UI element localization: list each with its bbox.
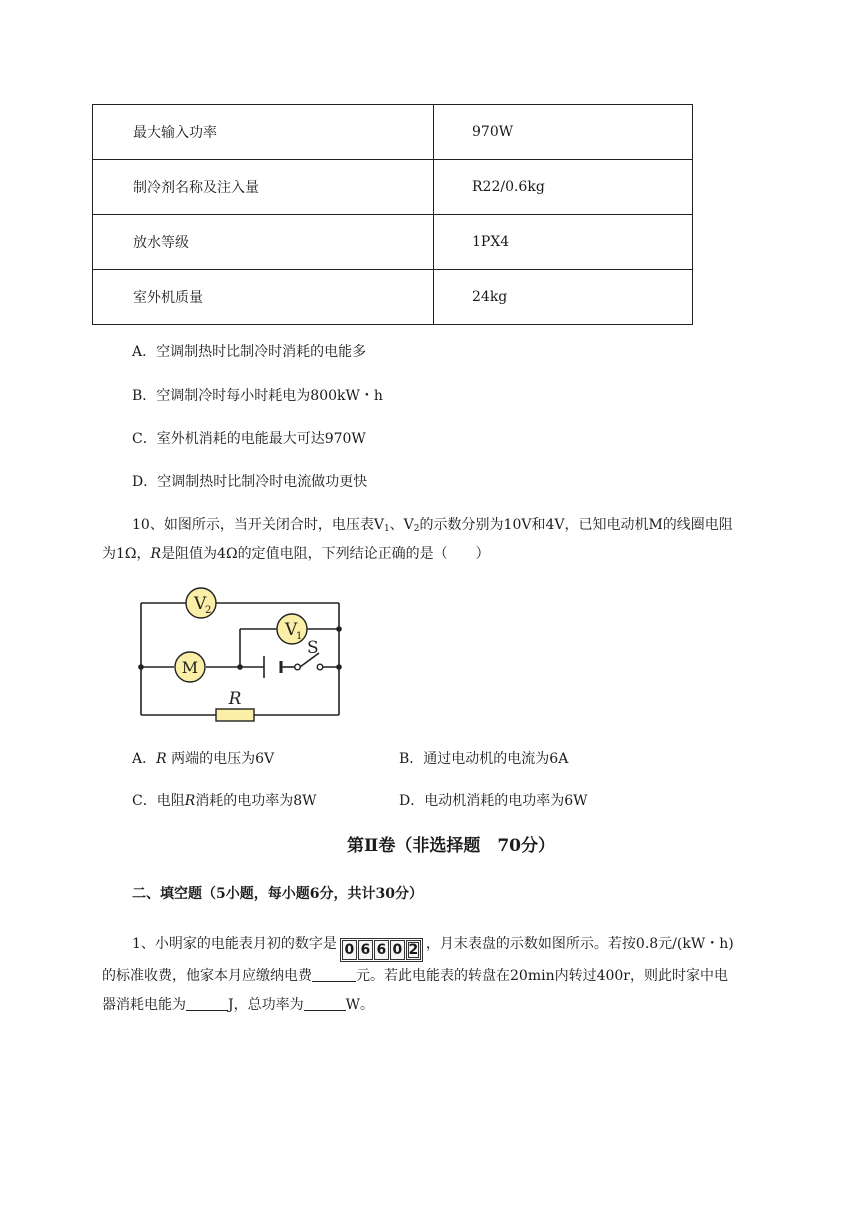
fill1-text: 器消耗电能为 <box>102 997 186 1013</box>
part2-heading: 第Ⅱ卷（非选择题 70分） <box>347 836 555 856</box>
switch-contact <box>295 664 301 670</box>
fill1-line3 <box>102 995 374 1015</box>
v2-label: V <box>194 594 207 614</box>
switch-label: S <box>307 638 319 658</box>
fill1-text: 的标准收费，他家本月应缴纳电费 <box>102 968 312 984</box>
fill1-line1 <box>132 934 734 962</box>
voltmeter-v2 <box>186 588 216 618</box>
voltmeter-v1 <box>277 614 307 644</box>
resistor-label: R <box>228 689 242 709</box>
v1-label: V <box>285 620 298 640</box>
spec-value: 24kg <box>434 270 693 325</box>
q10-stem-text: 的示数分别为10V和4V，已知电动机M的线圈电阻 <box>419 517 733 533</box>
meter-digit-decimal: 2 <box>406 940 421 960</box>
table-row <box>93 270 693 325</box>
switch-contact <box>317 664 323 670</box>
option-r-symbol: R <box>184 793 196 809</box>
q10-stem-line2 <box>102 544 490 564</box>
q10-stem-text: 为1Ω， <box>102 546 151 562</box>
fill1-text: J，总功率为 <box>228 997 304 1013</box>
answer-blank[interactable] <box>304 996 346 1011</box>
q10-option-d: D．电动机消耗的电功率为6W <box>399 793 588 809</box>
junction-dot <box>336 664 342 670</box>
option-text: 消耗的电功率为8W <box>195 793 317 809</box>
answer-blank[interactable] <box>186 996 228 1011</box>
q10-r-symbol: R <box>150 546 162 562</box>
v2-sub: 2 <box>205 605 212 616</box>
meter-digit: 0 <box>390 940 405 960</box>
q10-sub: 2 <box>413 524 420 534</box>
q10-stem-line1 <box>132 515 733 539</box>
circuit-diagram <box>130 583 348 723</box>
q10-stem-text: 是阻值为4Ω的定值电阻，下列结论正确的是（ ） <box>161 546 490 562</box>
fill1-text: W。 <box>345 997 375 1013</box>
spec-label: 放水等级 <box>93 215 434 270</box>
option-text: C．电阻 <box>132 793 185 809</box>
q10-option-b: B．通过电动机的电流为6A <box>399 751 569 767</box>
meter-digit: 6 <box>358 940 373 960</box>
spec-label: 最大输入功率 <box>93 105 434 160</box>
meter-digit: 0 <box>342 940 357 960</box>
table-row <box>93 215 693 270</box>
q10-option-c <box>132 791 317 811</box>
option-text: 两端的电压为6V <box>166 751 275 767</box>
q10-stem-text: 10、如图所示，当开关闭合时，电压表V <box>132 517 384 533</box>
spec-table <box>92 104 693 325</box>
fill1-text: ，月末表盘的示数如图所示。若按0.8元/(kW・h) <box>425 936 734 952</box>
q10-stem-text: 、V <box>389 517 414 533</box>
option-text: A． <box>132 751 157 767</box>
v1-sub: 1 <box>296 631 303 642</box>
fill1-line2 <box>102 966 728 986</box>
option-r-symbol: R <box>156 751 167 767</box>
q9-option-b: B．空调制冷时每小时耗电为800kW・h <box>132 388 383 404</box>
motor-label: M <box>181 658 199 677</box>
junction-dot <box>237 664 243 670</box>
meter-digit: 6 <box>374 940 389 960</box>
motor-m <box>175 652 205 682</box>
spec-value: R22/0.6kg <box>434 160 693 215</box>
section-heading: 二、填空题（5小题，每小题6分，共计30分） <box>132 886 423 902</box>
q9-option-c: C．室外机消耗的电能最大可达970W <box>132 431 366 447</box>
resistor-r <box>216 689 254 721</box>
spec-value: 1PX4 <box>434 215 693 270</box>
q9-option-a: A．空调制热时比制冷时消耗的电能多 <box>132 344 367 360</box>
junction-dot <box>336 626 342 632</box>
spec-value: 970W <box>434 105 693 160</box>
meter-reading <box>340 938 423 962</box>
q9-option-d: D．空调制热时比制冷时电流做功更快 <box>132 474 368 490</box>
table-row <box>93 160 693 215</box>
fill1-text: 1、小明家的电能表月初的数字是 <box>132 936 337 952</box>
q10-option-a <box>132 749 274 769</box>
spec-label: 制冷剂名称及注入量 <box>93 160 434 215</box>
table-row <box>93 105 693 160</box>
q10-sub: 1 <box>383 524 390 534</box>
fill1-text: 元。若此电能表的转盘在20min内转过400r，则此时家中电 <box>356 968 728 984</box>
answer-blank[interactable] <box>312 967 356 982</box>
spec-label: 室外机质量 <box>93 270 434 325</box>
junction-dot <box>138 664 144 670</box>
